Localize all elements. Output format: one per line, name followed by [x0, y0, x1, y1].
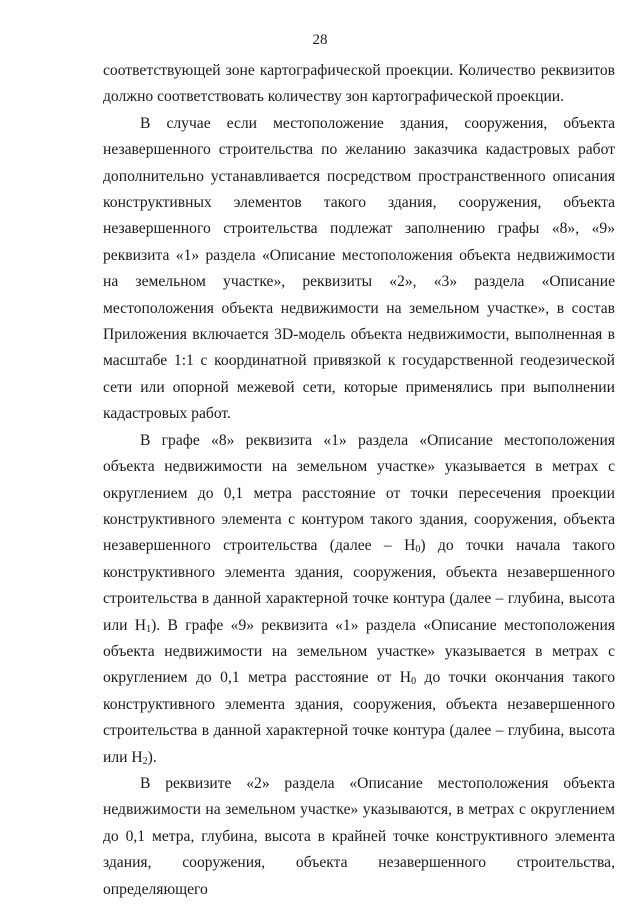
text-segment: ). В графе «9» реквизита «1» раздела «Описание местоположения объекта недвижимости на земельном участке» указывается в метрах с округлением до 0,1 метра расстояние от Н: [103, 616, 615, 687]
text-segment: В графе «8» реквизита «1» раздела «Описание местоположения объекта недвижимости на земельном участке» указывается в метрах с округлением до 0,1 метра расстояние от точки пересечения проекции конструктивного элемента с контуром такого здания, сооружения, объекта незавершенного строительства (далее – Н: [103, 431, 615, 555]
text-segment: В реквизите «2» раздела «Описание местоположения объекта недвижимости на земельном участке» указываются, в метрах с округлением до 0,1 метра, глубина, высота в крайней точке конструктивного элемента здания, сооружения, объекта незавершенного строительства, определяющего: [103, 774, 615, 898]
paragraph-2: [103, 111, 615, 428]
text-segment: ).: [147, 748, 157, 766]
subscript-index: 1: [146, 623, 152, 635]
paragraph-3: [103, 428, 615, 771]
subscript-index: 2: [142, 755, 148, 767]
paragraph-1: [103, 58, 615, 111]
page-number: 28: [312, 32, 328, 48]
text-segment: ) до точки начала такого конструктивного элемента здания, сооружения, объекта незавершенного строительства в данной характерной точке контура (далее – глубина, высота или Н: [103, 537, 615, 634]
subscript-index: 0: [415, 544, 421, 556]
text-segment: до точки окончания такого конструктивного элемента здания, сооружения, объекта незавершенного строительства в данной характерной точке контура (далее – глубина, высота или Н: [103, 669, 615, 766]
document-body: [103, 58, 615, 903]
text-segment: соответствующей зоне картографической проекции. Количество реквизитов должно соответствовать количеству зон картографической проекции.: [103, 62, 615, 106]
text-segment: В случае если местоположение здания, сооружения, объекта незавершенного строительства по желанию заказчика кадастровых работ дополнительно устанавливается посредством пространственного описания конструктивных элементов такого здания, сооружения, объекта незавершенного строительства подлежат заполнению графы «8», «9» реквизита «1» раздела «Описание местоположения объекта недвижимости на земельном участке», реквизиты «2», «3» раздела «Описание местоположения объекта недвижимости на земельном участке», в состав Приложения включается 3D-модель объекта недвижимости, выполненная в масштабе 1:1 с координатной привязкой к государственной геодезической сети или опорной межевой сети, которые применялись при выполнении кадастровых работ.: [103, 114, 615, 423]
subscript-index: 0: [411, 676, 417, 688]
paragraph-4: [103, 771, 615, 903]
